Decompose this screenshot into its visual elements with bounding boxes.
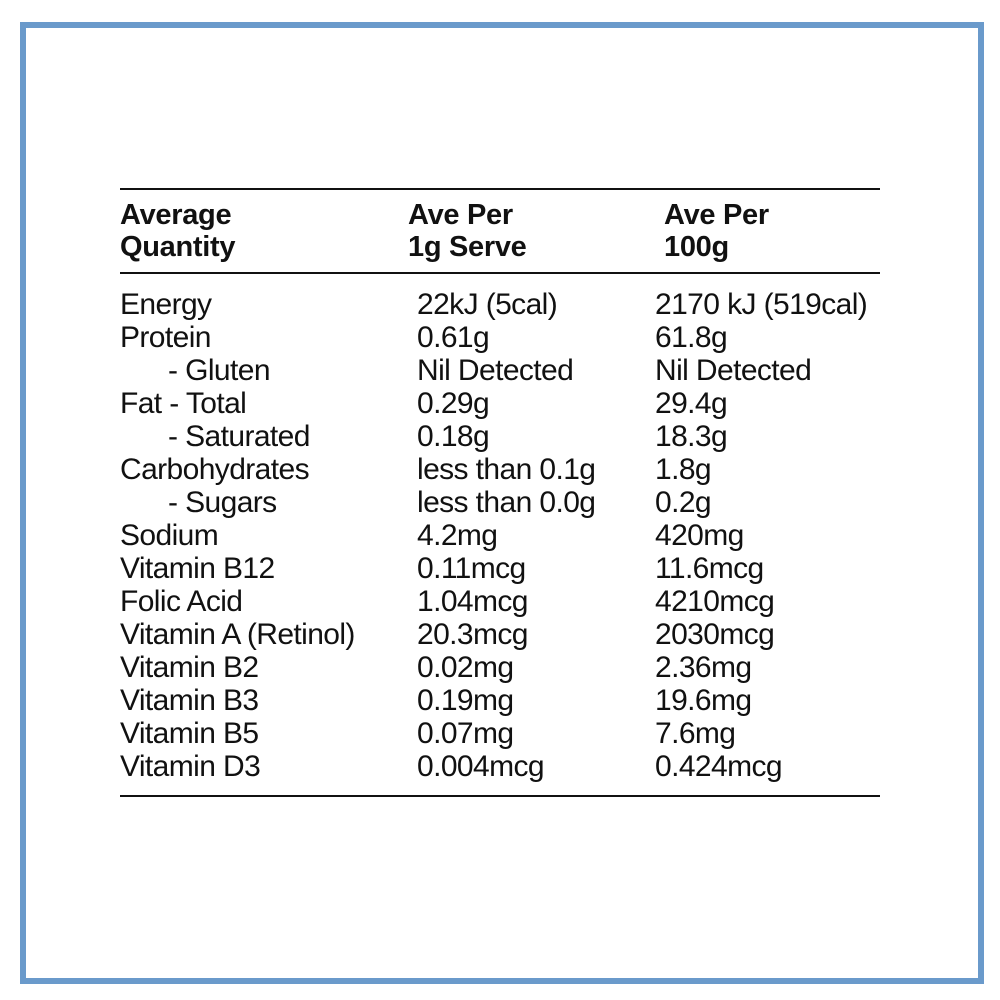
table-row (120, 717, 880, 750)
table-row (120, 453, 880, 486)
table-row (120, 519, 880, 552)
table-body (120, 274, 880, 795)
table-row (120, 288, 880, 321)
per-100g-value: 19.6mg (655, 684, 752, 717)
per-100g-value: 0.2g (655, 486, 711, 519)
header-line: 100g (664, 231, 729, 263)
nutrient-label: Energy (120, 288, 212, 321)
per-100g-value: 29.4g (655, 387, 728, 420)
per-100g-value: 4210mcg (655, 585, 775, 618)
header-line: Ave Per (408, 199, 513, 231)
table-row (120, 321, 880, 354)
table-row (120, 651, 880, 684)
header-average-quantity (120, 199, 235, 263)
per-100g-value: 0.424mcg (655, 750, 782, 783)
header-line: Average (120, 199, 232, 231)
per-serve-value: 0.18g (417, 420, 490, 453)
per-serve-value: 0.29g (417, 387, 490, 420)
table-row (120, 420, 880, 453)
per-serve-value: 4.2mg (417, 519, 498, 552)
table-row (120, 618, 880, 651)
header-line: 1g Serve (408, 231, 527, 263)
per-100g-value: 2.36mg (655, 651, 752, 684)
per-100g-value: 420mg (655, 519, 744, 552)
nutrient-label: - Sugars (168, 486, 277, 519)
per-serve-value: 0.004mcg (417, 750, 544, 783)
header-line: Quantity (120, 231, 236, 263)
table-row (120, 552, 880, 585)
per-100g-value: 2170 kJ (519cal) (655, 288, 868, 321)
table-row (120, 387, 880, 420)
header-per-100g (664, 199, 769, 263)
table-row (120, 750, 880, 783)
per-100g-value: 2030mcg (655, 618, 775, 651)
header-line: Ave Per (664, 199, 769, 231)
per-100g-value: 11.6mcg (655, 552, 764, 585)
table-header (120, 190, 880, 272)
nutrient-label: Vitamin B2 (120, 651, 259, 684)
nutrient-label: Sodium (120, 519, 219, 552)
nutrition-table (120, 188, 880, 797)
per-100g-value: 61.8g (655, 321, 728, 354)
per-serve-value: 0.11mcg (417, 552, 526, 585)
nutrient-label: - Gluten (168, 354, 270, 387)
per-100g-value: 7.6mg (655, 717, 736, 750)
per-100g-value: 1.8g (655, 453, 711, 486)
table-row (120, 585, 880, 618)
per-serve-value: less than 0.0g (417, 486, 596, 519)
nutrient-label: - Saturated (168, 420, 310, 453)
nutrient-label: Carbohydrates (120, 453, 309, 486)
nutrient-label: Fat - Total (120, 387, 247, 420)
table-row (120, 684, 880, 717)
per-serve-value: less than 0.1g (417, 453, 596, 486)
per-serve-value: 20.3mcg (417, 618, 528, 651)
nutrient-label: Vitamin B5 (120, 717, 259, 750)
per-serve-value: 0.02mg (417, 651, 514, 684)
nutrient-label: Vitamin B3 (120, 684, 259, 717)
nutrient-label: Protein (120, 321, 211, 354)
bottom-rule (120, 795, 880, 797)
per-serve-value: 1.04mcg (417, 585, 528, 618)
table-row (120, 354, 880, 387)
per-serve-value: 22kJ (5cal) (417, 288, 558, 321)
nutrient-label: Vitamin A (Retinol) (120, 618, 355, 651)
table-row (120, 486, 880, 519)
nutrient-label: Vitamin D3 (120, 750, 261, 783)
header-per-serve (408, 199, 527, 263)
per-serve-value: Nil Detected (417, 354, 574, 387)
per-100g-value: Nil Detected (655, 354, 812, 387)
nutrient-label: Folic Acid (120, 585, 243, 618)
per-100g-value: 18.3g (655, 420, 728, 453)
nutrient-label: Vitamin B12 (120, 552, 275, 585)
per-serve-value: 0.61g (417, 321, 490, 354)
per-serve-value: 0.07mg (417, 717, 514, 750)
per-serve-value: 0.19mg (417, 684, 514, 717)
